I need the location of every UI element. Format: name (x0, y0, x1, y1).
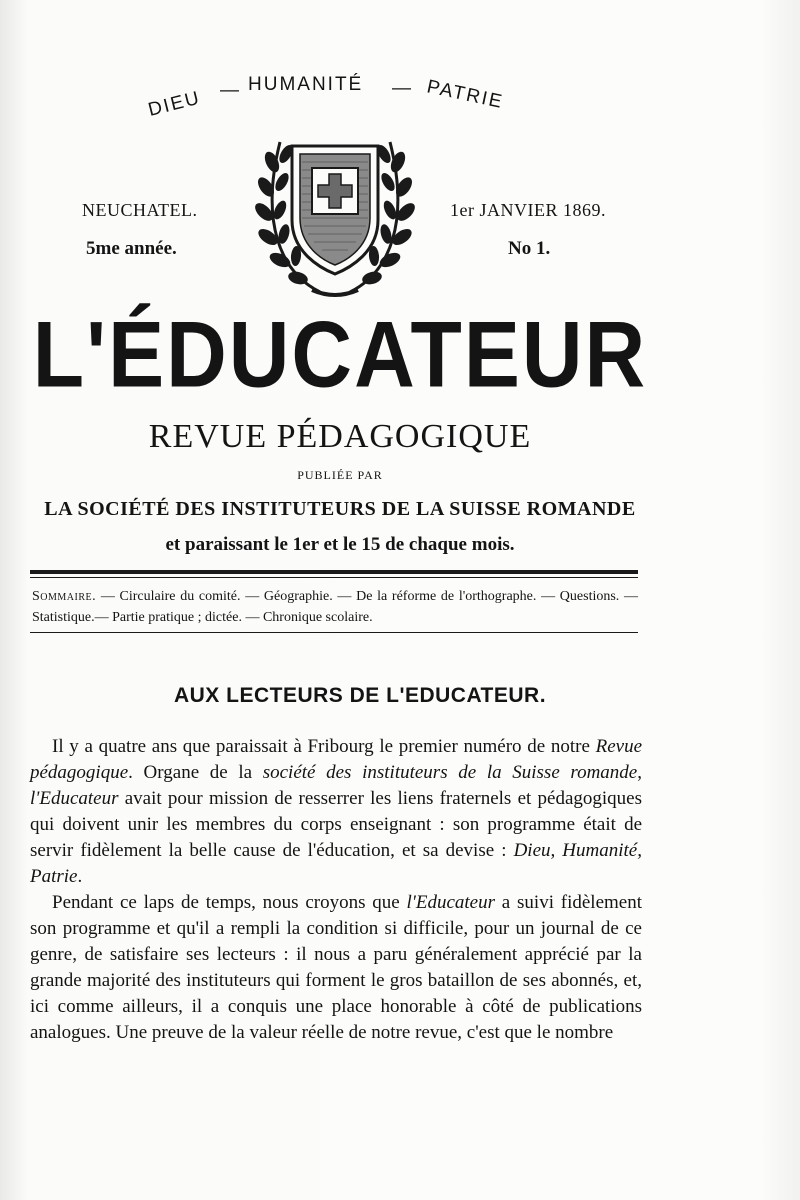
summary-label: Sommaire. (32, 589, 97, 604)
publisher-label: PUBLIÉE PAR (297, 468, 383, 482)
masthead-title: L'ÉDUCATEUR (32, 301, 648, 407)
motto-dash-1: — (220, 80, 241, 101)
motto-arc (140, 70, 530, 130)
p1-italic-b: Revue pédagogique (30, 736, 642, 783)
swiss-shield-emblem (250, 132, 420, 302)
p2-text-c: a suivi fidèlement son programme et qu'il a rempli la condition si difficile, pour un journal de ce genre, de satisfaire ses lecteurs : il nous a paru généralement apprécié par la grande majorité des instituteurs qui forment le gros bataillon de ses abonnés, et, ici comme ailleurs, il a conquis une place honorable à côté de publications analogues. Une preuve de la valeur réelle de notre revue, c'est que le nombre (30, 892, 642, 1043)
publication-place: NEUCHATEL. (82, 200, 198, 220)
publisher-society: LA SOCIÉTÉ DES INSTITUTEURS DE LA SUISSE ROMANDE (44, 498, 636, 520)
motto-humanite: HUMANITÉ (248, 74, 364, 95)
article-paragraph-2 (30, 890, 642, 1046)
summary-text: — Circulaire du comité. — Géographie. — De la réforme de l'orthographe. — Questions. — Statistique.— Partie pratique ; dictée. — Chronique scolaire. (32, 589, 638, 625)
p1-italic-d: société des instituteurs de la Suisse romande (262, 762, 638, 783)
masthead-subtitle: REVUE PÉDAGOGIQUE (148, 418, 532, 455)
p1-italic-h: Dieu, Humanité, Patrie (30, 840, 642, 887)
p1-text-e: , (637, 762, 642, 783)
table-of-contents (32, 586, 638, 628)
shield-wreath-icon (250, 132, 420, 302)
article-paragraph-1 (30, 734, 642, 890)
divider-thick (30, 570, 638, 574)
motto-dash-2: — (392, 78, 413, 99)
p1-text-g: avait pour mission de resserrer les liens fraternels et pédagogiques qui doivent unir les membres du corps enseignant : son programme était de servir fidèlement la belle cause de l'éducation, et sa devise : (30, 788, 642, 861)
motto-svg (140, 70, 530, 130)
volume-year: 5me année. (86, 238, 177, 259)
issue-date: 1er JANVIER 1869. (450, 200, 606, 220)
issue-number: No 1. (508, 238, 551, 259)
divider-summary-bottom (30, 632, 638, 633)
motto-dieu: DIEU (146, 87, 204, 121)
p2-italic-b: l'Educateur (406, 892, 496, 913)
divider-thin (30, 577, 638, 578)
p1-text-c: . Organe de la (128, 762, 263, 783)
p1-italic-f: l'Educateur (30, 788, 119, 809)
article-title: AUX LECTEURS DE L'EDUCATEUR. (173, 684, 547, 707)
article-body (30, 734, 642, 1046)
p2-text-a: Pendant ce laps de temps, nous croyons que (52, 892, 407, 913)
p1-text-i: . (77, 866, 83, 887)
publication-frequency: et paraissant le 1er et le 15 de chaque mois. (165, 534, 515, 555)
p1-text-a: Il y a quatre ans que paraissait à Fribourg le premier numéro de notre (52, 736, 596, 757)
motto-patrie: PATRIE (424, 76, 506, 114)
